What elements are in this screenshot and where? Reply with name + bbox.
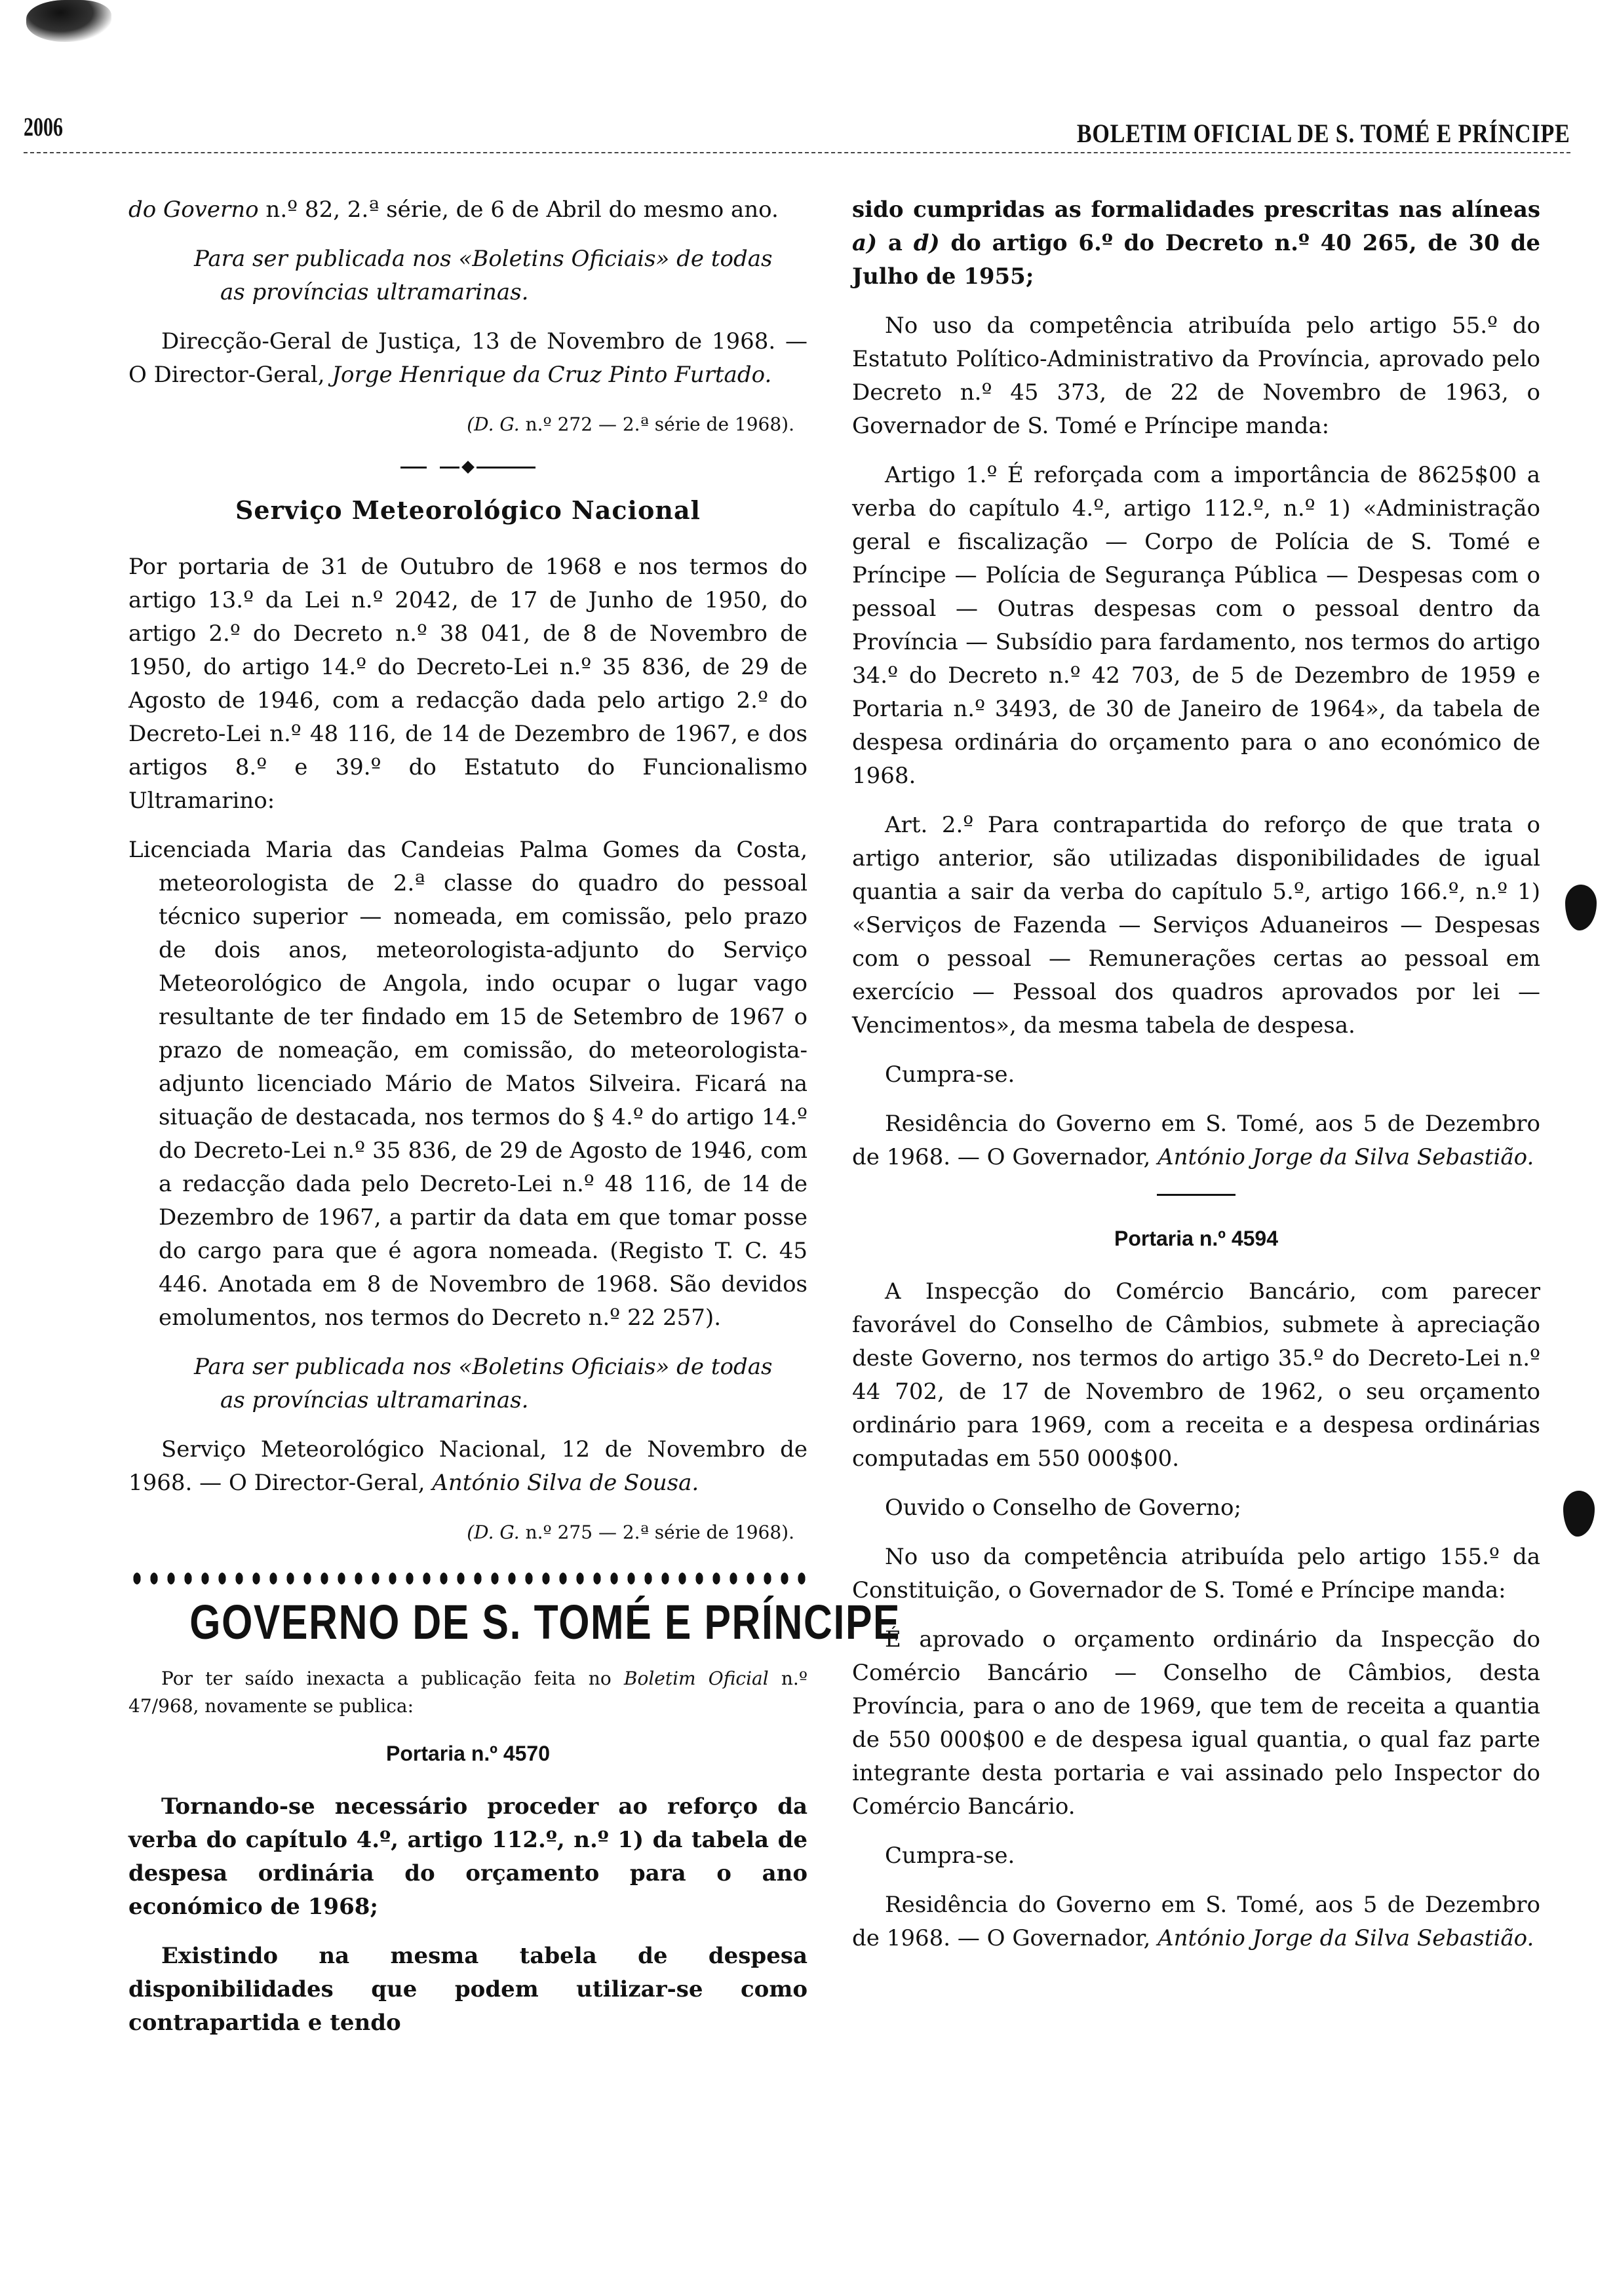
- portaria-paragraph: Existindo na mesma tabela de despesa disponibilidades que podem utilizar-se como contrapartida e tendo: [128, 1943, 808, 2036]
- right-column: [852, 193, 1540, 1971]
- continuation-paragraph: [852, 193, 1540, 294]
- governor-name: António Jorge da Silva Sebastião.: [1158, 1925, 1534, 1951]
- ornament-separator: [128, 461, 808, 474]
- portaria-paragraph: Ouvido o Conselho de Governo;: [885, 1495, 1241, 1521]
- republication-text2: n.º 47/968, novamente se publica:: [128, 1668, 808, 1717]
- republication-italic: Boletim Oficial: [623, 1668, 769, 1689]
- continuation-italic: do Governo: [128, 197, 259, 223]
- binding-hole-mark: [1565, 885, 1597, 930]
- cumpra-se: Cumpra-se.: [885, 1843, 1015, 1869]
- portaria-heading: Portaria n.º 4594: [1114, 1227, 1279, 1250]
- continuation-text2: a: [877, 230, 914, 256]
- running-title: BOLETIM OFICIAL DE S. TOMÉ E PRÍNCIPE: [1077, 119, 1570, 148]
- publish-note-line2: as províncias ultramarinas.: [220, 1387, 529, 1413]
- alinea-d: d): [913, 230, 940, 256]
- continuation-text: sido cumpridas as formalidades prescritas nas alíneas: [852, 197, 1540, 223]
- signatory-name: António Silva de Sousa.: [432, 1470, 699, 1496]
- publish-note: [128, 1350, 808, 1417]
- government-title: GOVERNO DE S. TOMÉ E PRÍNCIPE: [189, 1595, 901, 1649]
- residencia-signature: [852, 1888, 1540, 1955]
- page-number: 2006: [24, 112, 63, 142]
- signature-paragraph: [128, 1433, 808, 1500]
- alinea-a: a): [852, 230, 878, 256]
- portaria-paragraph: Tornando-se necessário proceder ao reforço da verba do capítulo 4.º, artigo 112.º, n.º 1) da tabela de despesa ordinária do orçamento para o ano económico de 1968;: [128, 1793, 808, 1920]
- signatory-name: Jorge Henrique da Cruz Pinto Furtado.: [332, 362, 772, 388]
- page-header: [24, 105, 1570, 148]
- citation: [128, 408, 808, 441]
- decorative-border-rule: [128, 1571, 808, 1586]
- short-rule: [1157, 1194, 1236, 1196]
- publish-note-line2: as províncias ultramarinas.: [220, 279, 529, 305]
- signature-text: Direcção-Geral de Justiça, 13 de Novembro de 1968. — O Director-Geral,: [128, 328, 808, 388]
- governor-name: António Jorge da Silva Sebastião.: [1158, 1144, 1534, 1170]
- continuation-text: n.º 82, 2.ª série, de 6 de Abril do mesmo ano.: [258, 197, 779, 223]
- portaria-paragraph: A Inspecção do Comércio Bancário, com parecer favorável do Conselho de Câmbios, submete à apreciação deste Governo, nos termos do artigo 35.º do Decreto-Lei n.º 44 702, de 17 de Novembro de 1962, o seu orçamento ordinário para 1969, com a receita e a despesa ordinárias computadas em 550 000$00.: [852, 1278, 1540, 1472]
- cumpra-se: Cumpra-se.: [885, 1062, 1015, 1088]
- portaria-heading: Portaria n.º 4570: [385, 1742, 551, 1765]
- signature-text: Serviço Meteorológico Nacional, 12 de Novembro de 1968. — O Director-Geral,: [128, 1436, 808, 1496]
- residencia-text: Residência do Governo em S. Tomé, aos 5 de Dezembro de 1968. — O Governador,: [852, 1111, 1540, 1170]
- section-heading: Serviço Meteorológico Nacional: [235, 495, 701, 525]
- scan-ink-blot: [26, 0, 111, 42]
- citation-text: n.º 275 — 2.ª série de 1968).: [519, 1521, 794, 1543]
- appointment-paragraph: Licenciada Maria das Candeias Palma Gomes da Costa, meteorologista de 2.ª classe do quadro do pessoal técnico superior — nomeada, em comissão, pelo prazo de dois anos, meteorologista-adjunto do Serviço Meteorológico de Angola, indo ocupar o lugar vago resultante de ter findado em 15 de Setembro de 1967 o prazo de nomeação, em comissão, do meteorologista-adjunto licenciado Mário de Matos Silveira. Ficará na situação de destacada, nos termos do § 4.º do artigo 14.º do Decreto-Lei n.º 35 836, de 29 de Agosto de 1946, com a redacção dada pelo Decreto-Lei n.º 48 116, de 14 de Dezembro de 1967, a partir da data em que tomar posse do cargo para que é agora nomeada. (Registo T. C. 45 446. Anotada em 8 de Novembro de 1968. São devidos emolumentos, nos termos do Decreto n.º 22 257).: [128, 837, 808, 1331]
- artigo-2: Art. 2.º Para contrapartida do reforço de que trata o artigo anterior, são utilizadas disponibilidades de igual quantia a sair da verba do capítulo 5.º, artigo 166.º, n.º 1) «Serviços de Fazenda — Serviços Aduaneiros — Despesas com o pessoal — Remunerações certas ao pessoal em exercício — Pessoal dos quadros aprovados por lei — Vencimentos», da mesma tabela de despesa.: [852, 812, 1540, 1039]
- citation-text: n.º 272 — 2.ª série de 1968).: [519, 413, 794, 435]
- binding-hole-mark: [1563, 1491, 1595, 1537]
- citation-prefix: (D. G.: [467, 413, 520, 435]
- portaria-paragraph: É aprovado o orçamento ordinário da Inspecção do Comércio Bancário — Conselho de Câmbios, desta Província, para o ano de 1969, que tem de receita a quantia de 550 000$00 e de despesa igual quantia, o qual faz parte integrante desta portaria e vai assinado pelo Inspector do Comércio Bancário.: [852, 1626, 1540, 1820]
- artigo-1: Artigo 1.º É reforçada com a importância de 8625$00 a verba do capítulo 4.º, artigo 112.º, n.º 1) «Administração geral e fiscalização — Corpo de Polícia de S. Tomé e Príncipe — Polícia de Segurança Pública — Despesas com o pessoal — Outras despesas com o pessoal dentro da Província — Subsídio para fardamento, nos termos do artigo 34.º do Decreto n.º 42 703, de 5 de Dezembro de 1959 e Portaria n.º 3493, de 30 de Janeiro de 1964», da tabela de despesa ordinária do orçamento para o ano económico de 1968.: [852, 462, 1540, 789]
- left-column: [128, 193, 901, 2056]
- citation-prefix: (D. G.: [467, 1521, 520, 1543]
- portaria-intro: Por portaria de 31 de Outubro de 1968 e nos termos do artigo 13.º da Lei n.º 2042, de 17 de Junho de 1950, do artigo 2.º do Decreto n.º 38 041, de 8 de Novembro de 1950, do artigo 14.º do Decreto-Lei n.º 35 836, de 29 de Agosto de 1946, com a redacção dada pelo artigo 2.º do Decreto-Lei n.º 48 116, de 14 de Dezembro de 1967, e dos artigos 8.º e 39.º do Estatuto do Funcionalismo Ultramarino:: [128, 554, 808, 814]
- portaria-paragraph: No uso da competência atribuída pelo artigo 155.º da Constituição, o Governador de S. Tomé e Príncipe manda:: [852, 1544, 1540, 1603]
- republication-text: Por ter saído inexacta a publicação feita no: [161, 1668, 624, 1689]
- publish-note: [128, 242, 808, 309]
- continuation-text3: do artigo 6.º do Decreto n.º 40 265, de 30 de Julho de 1955;: [852, 230, 1540, 290]
- publish-note-line1: Para ser publicada nos «Boletins Oficiais» de todas: [194, 246, 773, 272]
- republication-note: [128, 1665, 808, 1720]
- residencia-text: Residência do Governo em S. Tomé, aos 5 de Dezembro de 1968. — O Governador,: [852, 1892, 1540, 1951]
- publish-note-line1: Para ser publicada nos «Boletins Oficiais» de todas: [194, 1354, 773, 1380]
- citation: [128, 1516, 808, 1549]
- header-rule: [24, 152, 1570, 153]
- continuation-paragraph: [128, 193, 808, 227]
- signature-paragraph: [128, 325, 808, 392]
- residencia-signature: [852, 1107, 1540, 1174]
- competence-paragraph: No uso da competência atribuída pelo artigo 55.º do Estatuto Político-Administrativo da Província, aprovado pelo Decreto n.º 45 373, de 22 de Novembro de 1963, o Governador de S. Tomé e Príncipe manda:: [852, 313, 1540, 439]
